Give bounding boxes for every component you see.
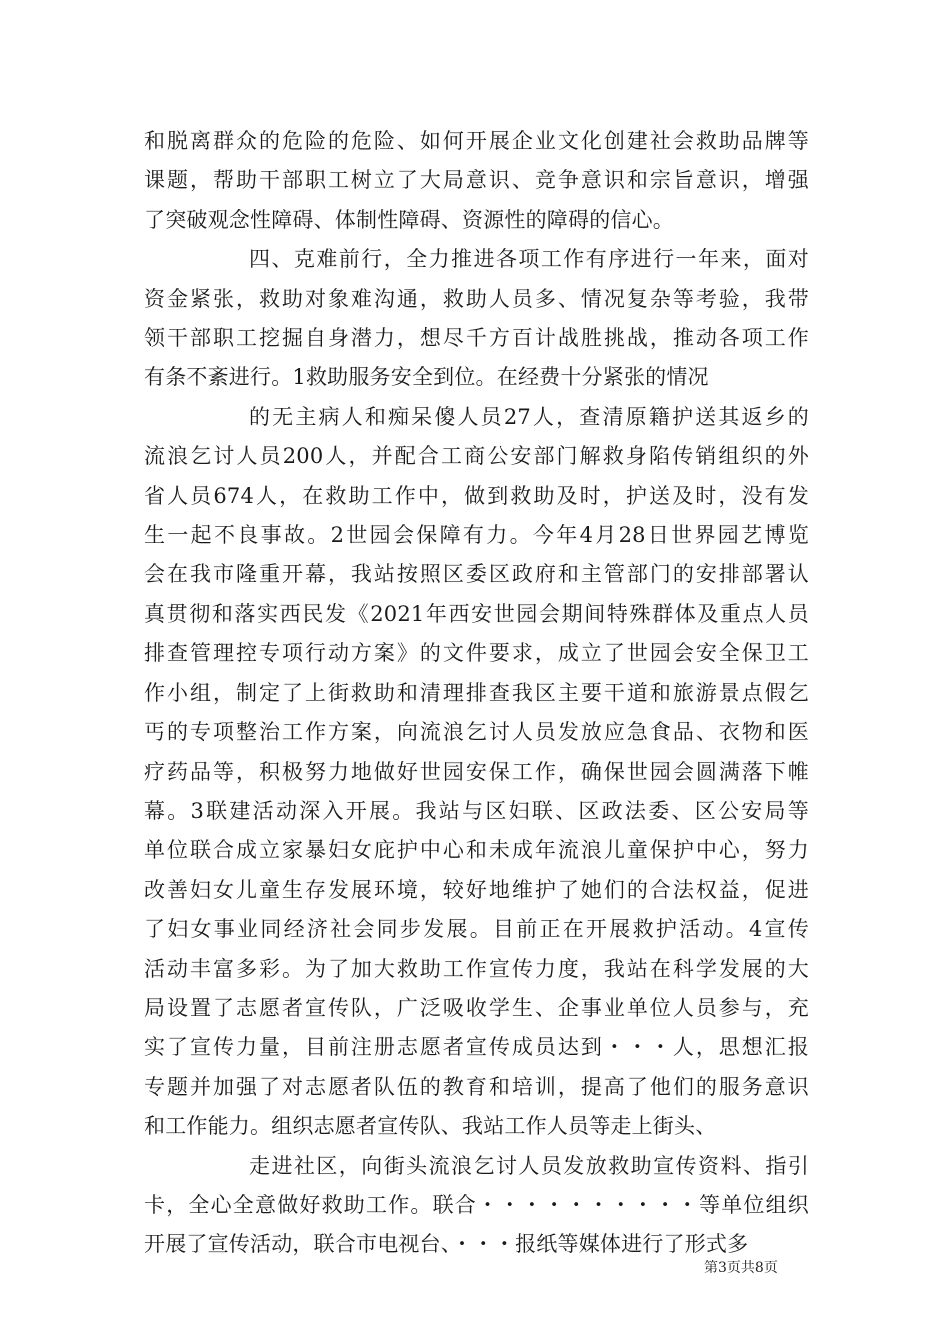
text-line: 会在我市隆重开幕，我站按照区委区政府和主管部门的安排部署认 xyxy=(144,562,809,587)
text-line: 丐的专项整治工作方案，向流浪乞讨人员发放应急食品、衣物和医 xyxy=(144,720,809,745)
text-line: 专题并加强了对志愿者队伍的教育和培训，提高了他们的服务意识 xyxy=(144,1074,809,1099)
text-line: 课题，帮助干部职工树立了大局意识、竞争意识和宗旨意识，增强 xyxy=(144,168,809,193)
text-line: 资金紧张，救助对象难沟通，救助人员多、情况复杂等考验，我带 xyxy=(144,286,809,311)
text-line: 开展了宣传活动，联合市电视台、・・・报纸等媒体进行了形式多 xyxy=(144,1232,749,1257)
text-line: 活动丰富多彩。为了加大救助工作宣传力度，我站在科学发展的大 xyxy=(144,956,809,981)
text-line: 局设置了志愿者宣传队，广泛吸收学生、企事业单位人员参与，充 xyxy=(144,995,809,1020)
text-line: 单位联合成立家暴妇女庇护中心和未成年流浪儿童保护中心，努力 xyxy=(144,838,809,863)
text-line: 流浪乞讨人员200人，并配合工商公安部门解救身陷传销组织的外 xyxy=(144,444,809,469)
text-line: 和脱离群众的危险的危险、如何开展企业文化创建社会救助品牌等 xyxy=(144,129,809,153)
text-line: 了妇女事业同经济社会同步发展。目前正在开展救护活动。4宣传 xyxy=(144,917,809,942)
text-line: 领干部职工挖掘自身潜力，想尽千方百计战胜挑战，推动各项工作 xyxy=(144,326,809,351)
text-line: 真贯彻和落实西民发《2021年西安世园会期间特殊群体及重点人员 xyxy=(144,601,809,626)
text-line: 走进社区，向街头流浪乞讨人员发放救助宣传资料、指引 xyxy=(249,1153,809,1178)
text-line: 卡，全心全意做好救助工作。联合・・・・・・・・・・等单位组织 xyxy=(144,1192,809,1217)
text-line: 排查管理控专项行动方案》的文件要求，成立了世园会安全保卫工 xyxy=(144,641,809,666)
text-line: 改善妇女儿童生存发展环境，较好地维护了她们的合法权益，促进 xyxy=(144,877,809,902)
text-line: 幕。3联建活动深入开展。我站与区妇联、区政法委、区公安局等 xyxy=(144,798,809,823)
text-line: 实了宣传力量，目前注册志愿者宣传成员达到・・・人，思想汇报 xyxy=(144,1035,809,1060)
text-line: 作小组，制定了上街救助和清理排查我区主要干道和旅游景点假乞 xyxy=(144,680,809,705)
text-line: 疗药品等，积极努力地做好世园安保工作，确保世园会圆满落下帷 xyxy=(144,759,809,784)
text-line: 生一起不良事故。2世园会保障有力。今年4月28日世界园艺博览 xyxy=(144,523,809,548)
document-body xyxy=(144,122,809,1265)
text-line: 了突破观念性障碍、体制性障碍、资源性的障碍的信心。 xyxy=(144,207,674,232)
page-number: 第3页共8页 xyxy=(704,1260,778,1276)
text-line: 省人员674人，在救助工作中，做到救助及时，护送及时，没有发 xyxy=(144,483,809,508)
text-line: 和工作能力。组织志愿者宣传队、我站工作人员等走上街头、 xyxy=(144,1114,717,1139)
text-line: 的无主病人和痴呆傻人员27人，查清原籍护送其返乡的 xyxy=(249,404,809,429)
text-line: 四、克难前行，全力推进各项工作有序进行一年来，面对 xyxy=(249,247,809,272)
text-line: 有条不紊进行。1救助服务安全到位。在经费十分紧张的情况 xyxy=(144,365,709,390)
